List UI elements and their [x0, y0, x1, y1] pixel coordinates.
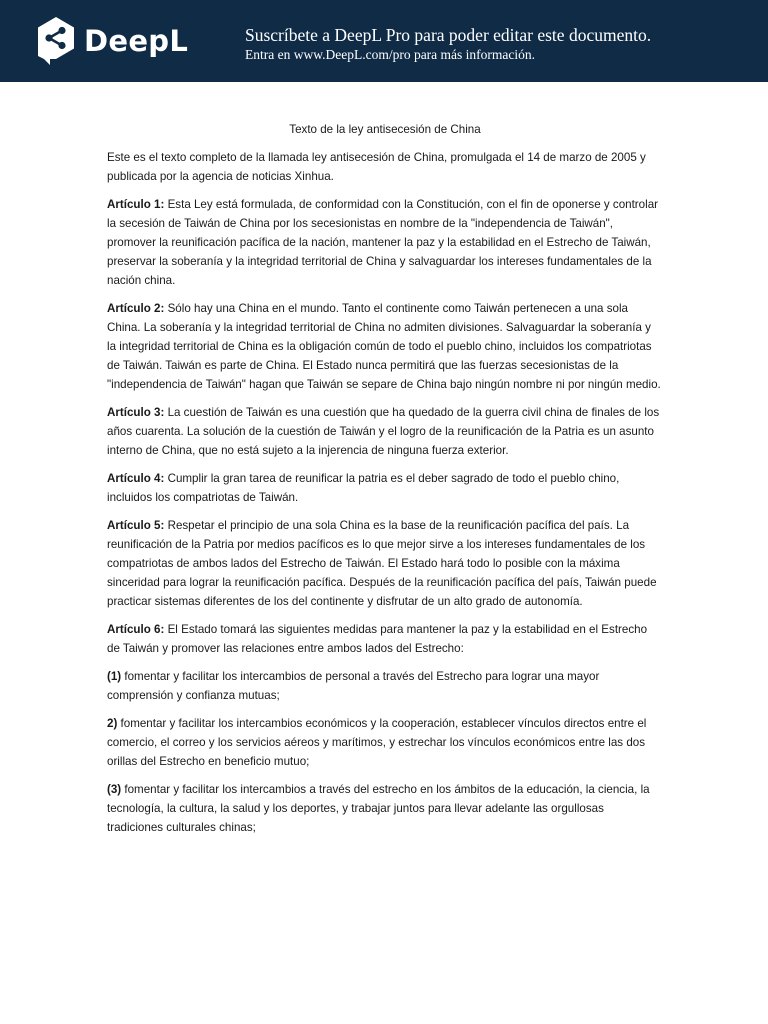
- deepl-share-icon: [36, 16, 76, 66]
- article-5: [107, 516, 663, 611]
- document-intro: Este es el texto completo de la llamada ley antisecesión de China, promulgada el 14 de marzo de 2005 y publicada por la agencia de noticias Xinhua.: [107, 151, 646, 183]
- item-text: fomentar y facilitar los intercambios económicos y la cooperación, establecer vínculos directos entre el comercio, el correo y los servicios aéreos y marítimos, y estrechar los vínculos económicos entre las dos orillas del Estrecho en beneficio mutuo;: [107, 717, 647, 768]
- article-4: [107, 469, 663, 507]
- document-body: [107, 120, 663, 846]
- article-3: [107, 403, 663, 460]
- article-6-item-3: [107, 780, 663, 837]
- article-6: [107, 620, 663, 658]
- article-text: El Estado tomará las siguientes medidas para mantener la paz y la estabilidad en el Estrecho de Taiwán y promover las relaciones entre ambos lados del Estrecho:: [107, 623, 648, 655]
- item-text: fomentar y facilitar los intercambios a través del estrecho en los ámbitos de la educación, la ciencia, la tecnología, la cultura, la salud y los deportes, y trabajar juntos para llevar adelante las orgullosas tradiciones culturales chinas;: [107, 783, 650, 834]
- article-text: La cuestión de Taiwán es una cuestión que ha quedado de la guerra civil china de finales de los años cuarenta. La solución de la cuestión de Taiwán y el logro de la reunificación de la Patria es un asunto interno de China, que no está sujeto a la injerencia de ninguna fuerza exterior.: [107, 406, 660, 457]
- article-text: Esta Ley está formulada, de conformidad con la Constitución, con el fin de oponerse y controlar la secesión de Taiwán de China por los secesionistas en nombre de la "independencia de Taiwán", promover la reunificación pacífica de la nación, mantener la paz y la estabilidad en el Estrecho de Taiwán, preservar la soberanía y la integridad territorial de China y salvaguardar los intereses fundamentales de la nación china.: [107, 198, 659, 287]
- article-label: Artículo 3:: [107, 406, 165, 419]
- article-label: Artículo 4:: [107, 472, 165, 485]
- promo-title: Suscríbete a DeepL Pro para poder editar este documento.: [245, 25, 652, 45]
- article-label: Artículo 5:: [107, 519, 165, 532]
- item-text: fomentar y facilitar los intercambios de personal a través del Estrecho para lograr una mayor comprensión y confianza mutuas;: [107, 670, 600, 702]
- item-label: (1): [107, 670, 122, 683]
- article-text: Cumplir la gran tarea de reunificar la patria es el deber sagrado de todo el pueblo chino, incluidos los compatriotas de Taiwán.: [107, 472, 620, 504]
- article-2: [107, 299, 663, 394]
- document-title: Texto de la ley antisecesión de China: [289, 123, 481, 136]
- deepl-brand-name: DeepL: [84, 24, 189, 58]
- article-6-item-2: [107, 714, 663, 771]
- article-label: Artículo 1:: [107, 198, 165, 211]
- article-text: Respetar el principio de una sola China es la base de la reunificación pacífica del país. La reunificación de la Patria por medios pacíficos es lo que mejor sirve a los intereses fundamentales de los compatriotas de ambos lados del Estrecho de Taiwán. El Estado hará todo lo posible con la máxima sinceridad para lograr la reunificación pacífica. Después de la reunificación pacífica del país, Taiwán puede practicar sistemas diferentes de los del continente y disfrutar de un alto grado de autonomía.: [107, 519, 657, 608]
- deepl-logo[interactable]: [36, 16, 188, 66]
- item-label: (3): [107, 783, 122, 796]
- article-1: [107, 195, 663, 290]
- article-6-item-1: [107, 667, 663, 705]
- item-label: 2): [107, 717, 118, 730]
- article-label: Artículo 6:: [107, 623, 165, 636]
- promo-subtitle: Entra en www.DeepL.com/pro para más información.: [245, 47, 536, 62]
- article-label: Artículo 2:: [107, 302, 165, 315]
- deepl-promo-banner[interactable]: [0, 0, 768, 82]
- article-text: Sólo hay una China en el mundo. Tanto el continente como Taiwán pertenecen a una sola China. La soberanía y la integridad territorial de China no admiten divisiones. Salvaguardar la soberanía y la integridad territorial de China es la obligación común de todo el pueblo chino, incluidos los compatriotas de Taiwán. Taiwán es parte de China. El Estado nunca permitirá que las fuerzas secesionistas de la "independencia de Taiwán" hagan que Taiwán se separe de China bajo ningún nombre ni por ningún medio.: [107, 302, 661, 391]
